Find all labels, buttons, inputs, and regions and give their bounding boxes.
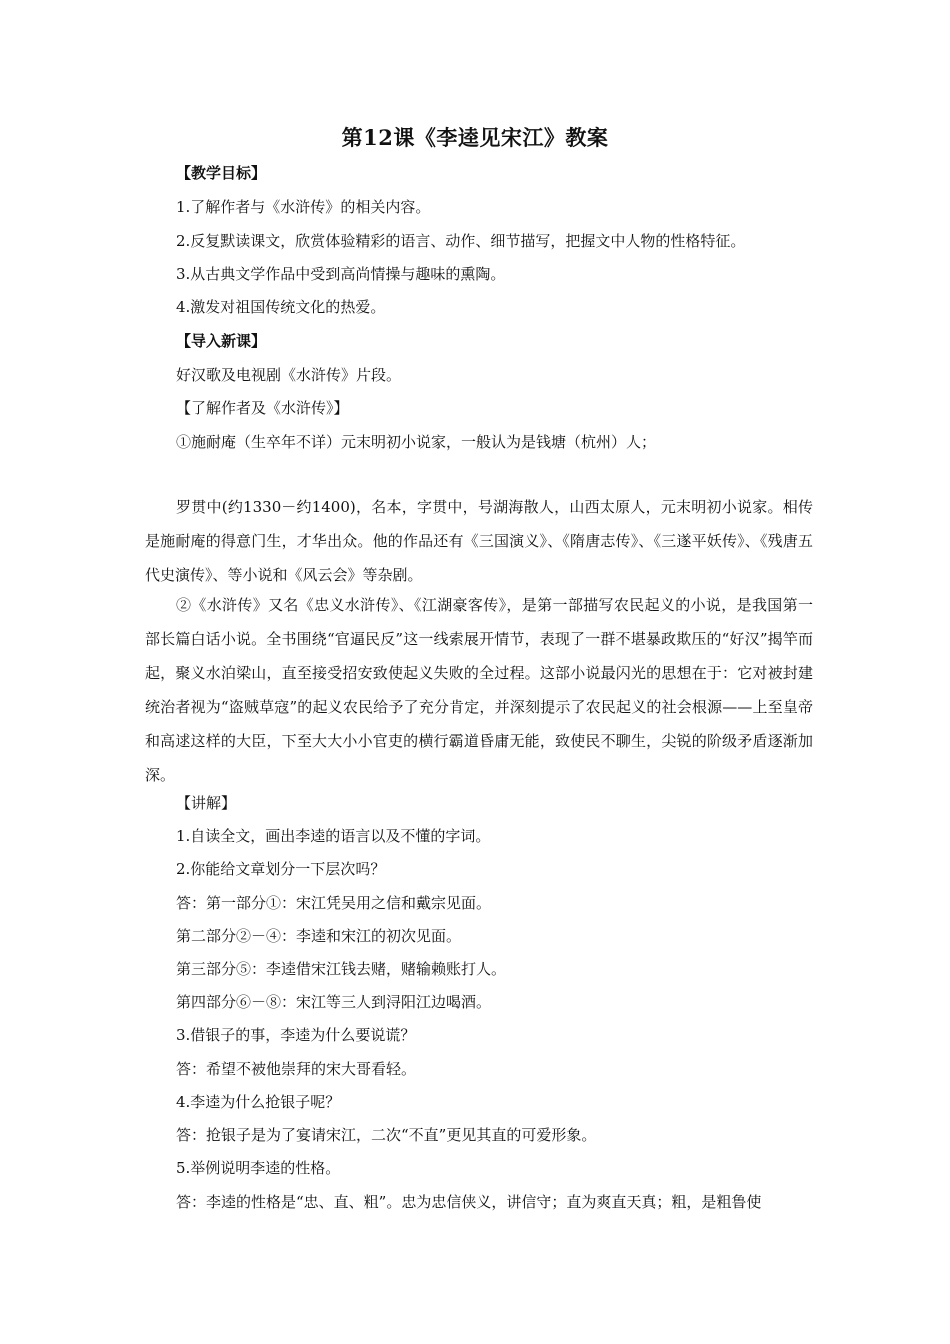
- shuihu-intro-paragraph: ②《水浒传》又名《忠义水浒传》、《江湖豪客传》，是第一部描写农民起义的小说，是我国第一部长篇白话小说。全书围绕“官逼民反”这一线索展开情节，表现了一群不堪暴政欺压的“好汉”揭竿而起，聚义水泊梁山，直至接受招安致使起义失败的全过程。这部小说最闪光的思想在于：它对被封建统治者视为“盗贼草寇”的起义农民给予了充分肯定，并深刻提示了农民起义的社会根源——上至皇帝和高逑这样的大臣，下至大大小小官吏的横行霸道昏庸无能，致使民不聊生，尖锐的阶级矛盾逐渐加深。: [145, 596, 813, 784]
- question-2: 2.你能给文章划分一下层次吗？: [176, 860, 386, 878]
- objective-3: 3.从古典文学作品中受到高尚情操与趣味的熏陶。: [176, 265, 506, 283]
- objective-2: 2.反复默读课文，欣赏体验精彩的语言、动作、细节描写，把握文中人物的性格特征。: [176, 232, 746, 250]
- question-5: 5.举例说明李逵的性格。: [176, 1159, 341, 1177]
- author-shi-naian: ①施耐庵（生卒年不详）元末明初小说家，一般认为是钱塘（杭州）人；: [176, 433, 657, 451]
- question-3: 3.借银子的事，李逵为什么要说谎？: [176, 1026, 416, 1044]
- author-luo-guanzhong-paragraph: 罗贯中(约1330－约1400)，名本，字贯中，号湖海散人，山西太原人，元末明初小说家。相传是施耐庵的得意门生，才华出众。他的作品还有《三国演义》、《隋唐志传》、《三遂平妖传》、《残唐五代史演传》、等小说和《风云会》等杂剧。: [145, 498, 813, 584]
- answer-5: 答：李逵的性格是“忠、直、粗”。忠为忠信侠义，讲信守；直为爽直天真；粗，是粗鲁使: [176, 1193, 762, 1211]
- answer-part-2: 第二部分②－④：李逵和宋江的初次见面。: [176, 927, 462, 945]
- answer-4: 答：抢银子是为了宴请宋江，二次“不直”更见其直的可爱形象。: [176, 1126, 597, 1144]
- answer-part-1: 答：第一部分①：宋江凭吴用之信和戴宗见面。: [176, 894, 492, 912]
- section-heading-objectives: 【教学目标】: [176, 164, 267, 182]
- answer-3: 答：希望不被他崇拜的宋大哥看轻。: [176, 1060, 417, 1078]
- page-title: 第12课《李逵见宋江》教案: [341, 125, 609, 150]
- answer-part-4: 第四部分⑥－⑧：宋江等三人到浔阳江边喝酒。: [176, 993, 492, 1011]
- objective-1: 1.了解作者与《水浒传》的相关内容。: [176, 198, 431, 216]
- section-heading-explain: 【讲解】: [176, 794, 237, 812]
- section-heading-author: 【了解作者及《水浒传》】: [176, 399, 349, 417]
- section-heading-intro: 【导入新课】: [176, 332, 267, 350]
- intro-text: 好汉歌及电视剧《水浒传》片段。: [176, 366, 402, 384]
- question-1: 1.自读全文，画出李逵的语言以及不懂的字词。: [176, 827, 491, 845]
- question-4: 4.李逵为什么抢银子呢？: [176, 1093, 341, 1111]
- answer-part-3: 第三部分⑤：李逵借宋江钱去赌，赌输赖账打人。: [176, 960, 507, 978]
- objective-4: 4.激发对祖国传统文化的热爱。: [176, 298, 386, 316]
